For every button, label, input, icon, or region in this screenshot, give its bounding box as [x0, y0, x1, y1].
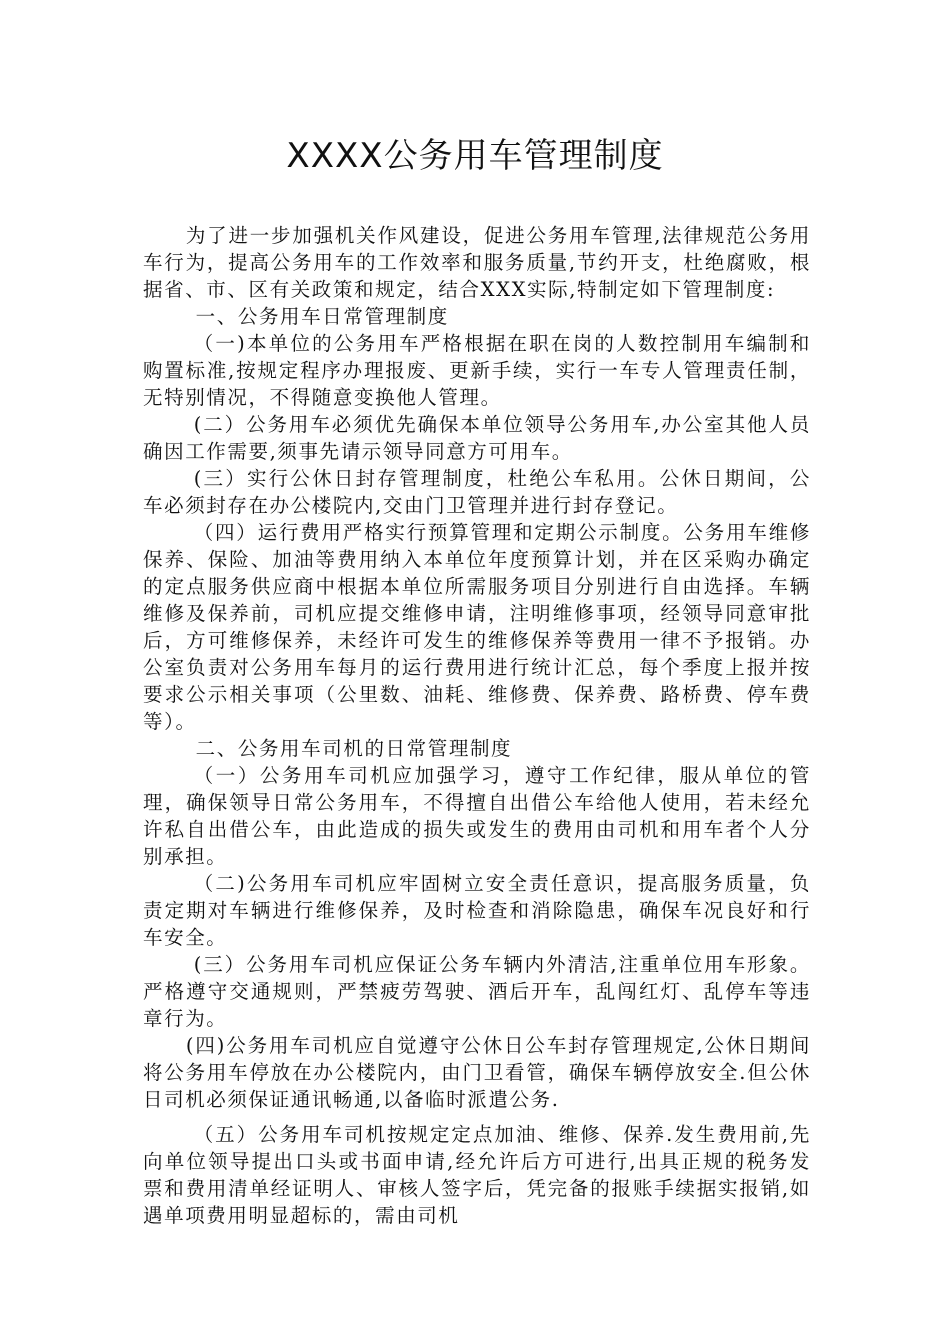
paragraph-1-2: (二）公务用车必须优先确保本单位领导公务用车,办公室其他人员确因工作需要,须事先请示领导同意方可用车。 — [143, 413, 811, 463]
section-heading-1: 一、公务用车日常管理制度 — [195, 305, 449, 328]
paragraph-2-3: (三）公务用车司机应保证公务车辆内外清洁,注重单位用车形象。严格遵守交通规则，严禁疲劳驾驶、酒后开车，乱闯红灯、乱停车等违章行为。 — [143, 953, 811, 1030]
paragraph-2-2: （二)公务用车司机应牢固树立安全责任意识，提高服务质量，负责定期对车辆进行维修保养，及时检查和消除隐患，确保车况良好和行车安全。 — [143, 872, 811, 949]
paragraph-1-4: （四）运行费用严格实行预算管理和定期公示制度。公务用车维修保养、保险、加油等费用纳入本单位年度预算计划，并在区采购办确定的定点服务供应商中根据本单位所需服务项目分别进行自由选择。车辆维修及保养前，司机应提交维修申请，注明维修事项，经领导同意审批后，方可维修保养，未经许可发生的维修保养等费用一律不予报销。办公室负责对公务用车每月的运行费用进行统计汇总，每个季度上报并按要求公示相关事项（公里数、油耗、维修费、保养费、路桥费、停车费等）。 — [143, 521, 811, 733]
paragraph-2-4: (四)公务用车司机应自觉遵守公休日公车封存管理规定,公休日期间将公务用车停放在办公楼院内，由门卫看管，确保车辆停放安全.但公休日司机必须保证通讯畅通,以备临时派遣公务. — [143, 1034, 811, 1111]
section-heading-2: 二、公务用车司机的日常管理制度 — [195, 737, 513, 760]
document-body — [143, 222, 811, 1229]
paragraph-1-1: （一)本单位的公务用车严格根据在职在岗的人数控制用车编制和购置标准,按规定程序办理报废、更新手续，实行一车专人管理责任制，无特别情况，不得随意变换他人管理。 — [143, 332, 811, 409]
paragraph-2-1: （一）公务用车司机应加强学习，遵守工作纪律，服从单位的管理，确保领导日常公务用车，不得擅自出借公车给他人使用，若未经允许私自出借公车，由此造成的损失或发生的费用由司机和用车者个人分别承担。 — [143, 764, 811, 868]
paragraph-2-5: （五）公务用车司机按规定定点加油、维修、保养.发生费用前,先向单位领导提出口头或书面申请,经允许后方可进行,出具正规的税务发票和费用清单经证明人、审核人签字后，凭完备的报账手续据实报销,如遇单项费用明显超标的，需由司机 — [143, 1123, 811, 1227]
paragraph-1-3: (三）实行公休日封存管理制度，杜绝公车私用。公休日期间，公车必须封存在办公楼院内,交由门卫管理并进行封存登记。 — [143, 467, 811, 517]
page-title: XXXX公务用车管理制度 — [286, 136, 664, 176]
paragraph-intro: 为了进一步加强机关作风建设，促进公务用车管理,法律规范公务用车行为，提高公务用车的工作效率和服务质量,节约开支，杜绝腐败，根据省、市、区有关政策和规定，结合XXX实际,特制定如下管理制度: — [143, 224, 811, 301]
